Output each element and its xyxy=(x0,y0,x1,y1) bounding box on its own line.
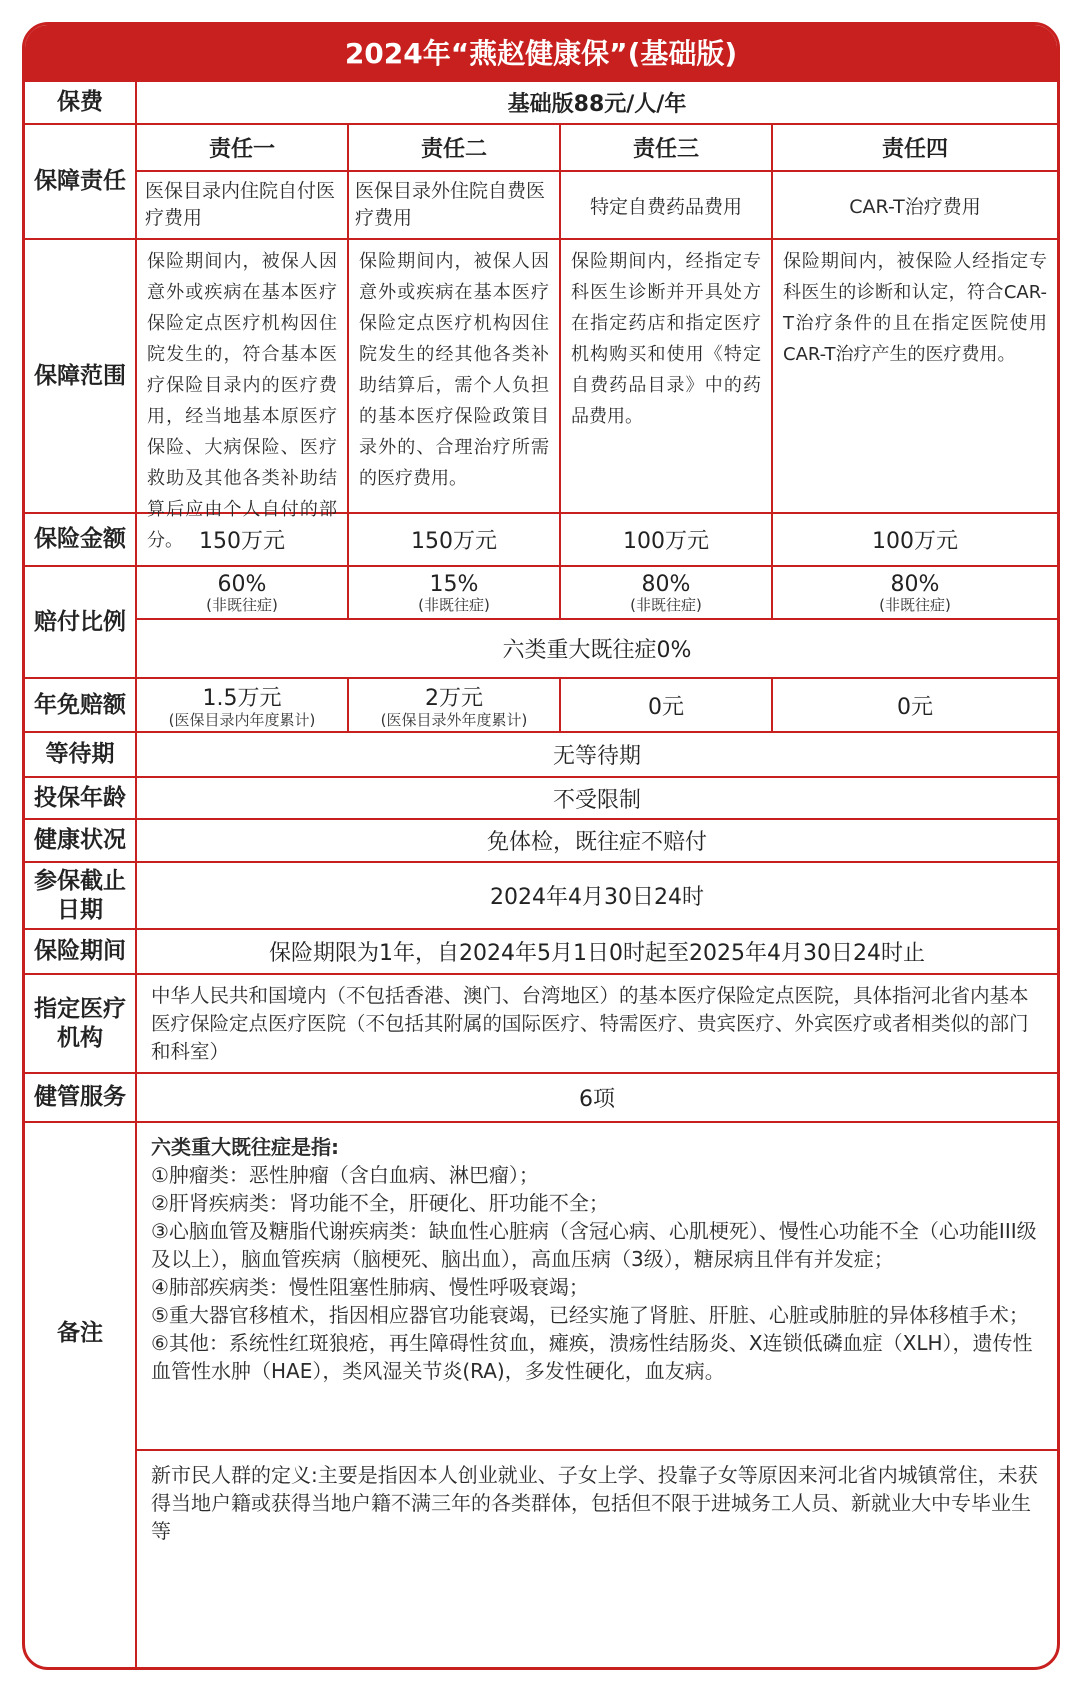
preexisting-ratio: 六类重大既往症0% xyxy=(502,638,692,663)
coverage-desc-2: 医保目录外住院自费医疗费用 xyxy=(355,180,546,229)
amount-2: 150万元 xyxy=(411,529,497,554)
scope-text-1: 保险期间内，被保人因意外或疾病在基本医疗保险定点医疗机构因住院发生的，符合基本医疗保险目录内的医疗费用，经当地基本原医疗保险、大病保险、医疗救助及其他各类补助结算后应由个人自付的部分。 xyxy=(147,251,337,551)
row-label-health: 健康状况 xyxy=(34,827,126,854)
remarks-list xyxy=(137,1123,1057,1449)
remarks-line: ①肿瘤类：恶性肿瘤（含白血病、淋巴瘤）； xyxy=(151,1163,539,1187)
ratio-value-1: 60% xyxy=(217,571,267,597)
remarks-line: ④肺部疾病类：慢性阻塞性肺病、慢性呼吸衰竭； xyxy=(151,1275,589,1299)
hospital-label-line2: 机构 xyxy=(57,1024,103,1051)
ratio-note-3: (非既往症) xyxy=(630,595,702,614)
coverage-name-3: 责任三 xyxy=(632,137,699,162)
row-label-remarks: 备注 xyxy=(57,1319,103,1346)
insurance-table xyxy=(22,22,1060,1670)
row-label-deadline xyxy=(25,863,135,928)
deadline-label-line1: 参保截止 xyxy=(34,867,126,894)
deductible-value-1: 1.5万元 xyxy=(202,686,282,712)
service-value: 6项 xyxy=(579,1087,615,1112)
row-label-hospital xyxy=(25,975,135,1072)
coverage-desc-3: 特定自费药品费用 xyxy=(589,195,742,218)
row-label-premium: 保费 xyxy=(57,89,103,116)
row-label-coverage: 保障责任 xyxy=(34,168,126,195)
ratio-note-4: (非既往症) xyxy=(879,595,951,614)
deductible-note-1: (医保目录内年度累计) xyxy=(168,711,316,730)
deadline-label-line2: 日期 xyxy=(57,896,103,923)
row-label-waiting: 等待期 xyxy=(45,741,115,768)
row-label-service: 健管服务 xyxy=(34,1084,126,1111)
remarks-line: ⑥其他：系统性红斑狼疮，再生障碍性贫血，瘫痪，溃疡性结肠炎、X连锁低磷血症（XLH），遗传性血管性水肿（HAE），类风湿关节炎(RA)，多发性硬化，血友病。 xyxy=(151,1331,1033,1383)
premium-value: 基础版88元/人/年 xyxy=(507,92,687,117)
amount-1: 150万元 xyxy=(199,529,285,554)
hospital-label-line1: 指定医疗 xyxy=(34,995,126,1022)
scope-text-2: 保险期间内，被保人因意外或疾病在基本医疗保险定点医疗机构因住院发生的经其他各类补助结算后，需个人负担的基本医疗保险政策目录外的、合理治疗所需的医疗费用。 xyxy=(359,251,549,489)
scope-text-4: 保险期间内，被保险人经指定专科医生的诊断和认定，符合CAR-T治疗条件的且在指定医院使用CAR-T治疗产生的医疗费用。 xyxy=(783,251,1047,365)
coverage-name-4: 责任四 xyxy=(881,137,948,162)
hospital-value: 中华人民共和国境内（不包括香港、澳门、台湾地区）的基本医疗保险定点医院，具体指河北省内基本医疗保险定点医疗医院（不包括其附属的国际医疗、特需医疗、贵宾医疗、外宾医疗或者相类似的部门和科室） xyxy=(151,983,1029,1063)
remarks-line: ③心脑血管及糖脂代谢疾病类：缺血性心脏病（含冠心病、心肌梗死）、慢性心功能不全（心功能III级及以上），脑血管疾病（脑梗死、脑出血），高血压病（3级），糖尿病且伴有并发症； xyxy=(151,1219,1037,1271)
ratio-note-1: (非既往症) xyxy=(206,595,278,614)
scope-text-3: 保险期间内，经指定专科医生诊断并开具处方在指定药店和指定医疗机构购买和使用《特定自费药品目录》中的药品费用。 xyxy=(571,251,761,427)
ratio-note-2: (非既往症) xyxy=(418,595,490,614)
remarks-line: ②肝肾疾病类：肾功能不全，肝硬化、肝功能不全； xyxy=(151,1191,609,1215)
row-label-deductible: 年免赔额 xyxy=(34,691,126,718)
ratio-value-2: 15% xyxy=(429,571,479,597)
deductible-note-2: (医保目录外年度累计) xyxy=(380,711,528,730)
health-value: 免体检，既往症不赔付 xyxy=(486,830,707,855)
amount-3: 100万元 xyxy=(623,529,709,554)
row-label-scope: 保障范围 xyxy=(34,362,126,389)
row-label-age: 投保年龄 xyxy=(34,784,126,811)
deductible-cell-1 xyxy=(137,679,347,731)
table-title: 2024年“燕赵健康保”(基础版) xyxy=(25,25,1057,82)
deductible-value-2: 2万元 xyxy=(425,686,483,712)
deductible-cell-2 xyxy=(349,679,559,731)
new-citizen-definition: 新市民人群的定义:主要是指因本人创业就业、子女上学、投靠子女等原因来河北省内城镇常住，未获得当地户籍或获得当地户籍不满三年的各类群体，包括但不限于进城务工人员、新就业大中专毕业生等 xyxy=(151,1463,1038,1543)
age-value: 不受限制 xyxy=(552,787,641,813)
period-value: 保险期限为1年，自2024年5月1日0时起至2025年4月30日24时止 xyxy=(269,941,925,966)
coverage-desc-4: CAR-T治疗费用 xyxy=(849,195,981,218)
ratio-cell-1 xyxy=(137,567,347,618)
amount-4: 100万元 xyxy=(872,529,958,554)
row-label-amount: 保险金额 xyxy=(34,526,126,553)
row-label-period: 保险期间 xyxy=(34,938,126,965)
deductible-value-4: 0元 xyxy=(897,694,933,720)
ratio-cell-3 xyxy=(561,567,771,618)
remarks-heading: 六类重大既往症是指: xyxy=(151,1135,339,1159)
coverage-desc-1: 医保目录内住院自付医疗费用 xyxy=(145,180,336,229)
ratio-value-4: 80% xyxy=(890,571,940,597)
ratio-value-3: 80% xyxy=(641,571,691,597)
coverage-name-2: 责任二 xyxy=(420,137,487,162)
deadline-value: 2024年4月30日24时 xyxy=(490,885,704,910)
row-label-ratio: 赔付比例 xyxy=(34,608,126,635)
ratio-cell-4 xyxy=(773,567,1057,618)
coverage-name-1: 责任一 xyxy=(208,137,275,162)
ratio-cell-2 xyxy=(349,567,559,618)
deductible-value-3: 0元 xyxy=(648,694,684,720)
waiting-value: 无等待期 xyxy=(552,744,641,769)
remarks-line: ⑤重大器官移植术，指因相应器官功能衰竭，已经实施了肾脏、肝脏、心脏或肺脏的异体移植手术； xyxy=(151,1303,1029,1327)
